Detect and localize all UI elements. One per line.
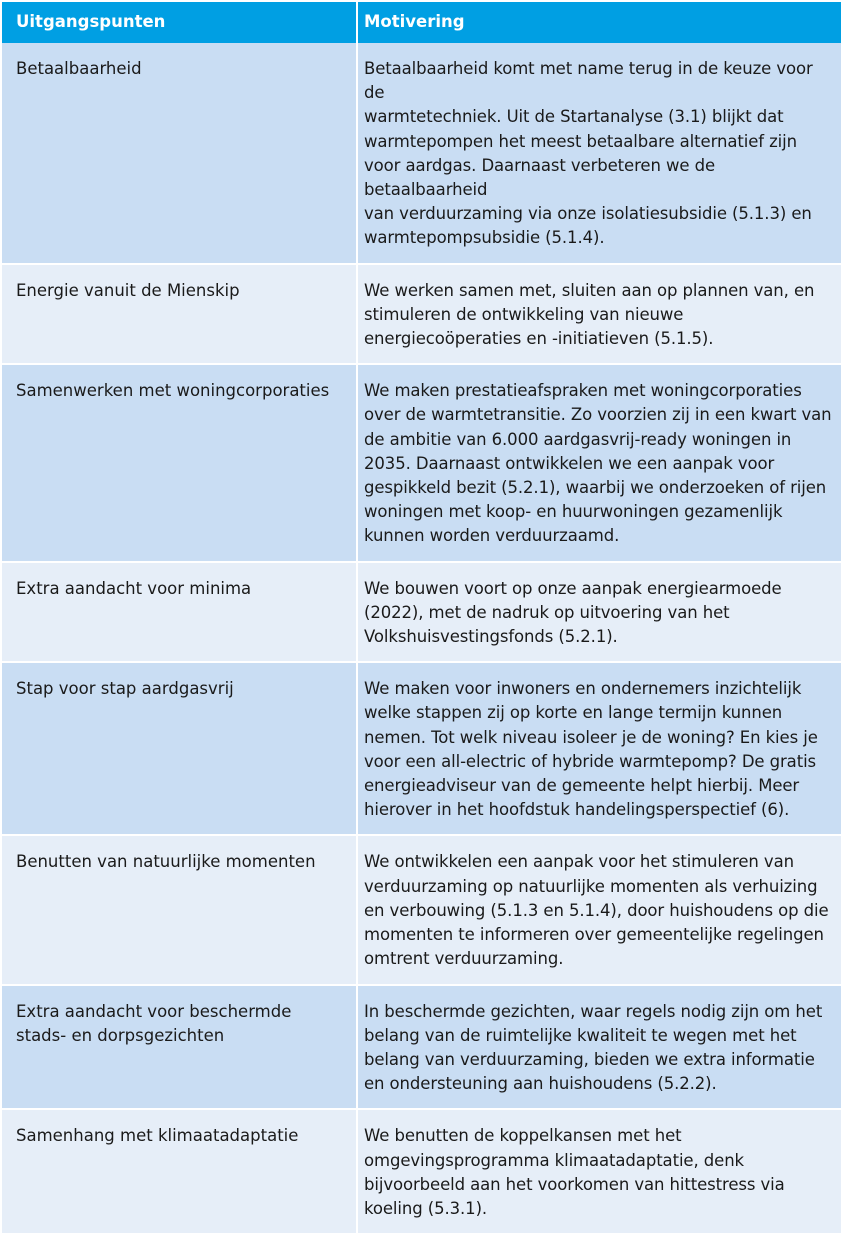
motivation-line: In beschermde gezichten, waar regels nodig zijn om het xyxy=(364,1001,823,1021)
motivation-line: van verduurzaming via onze isolatiesubsidie (5.1.3) en xyxy=(364,204,812,224)
motivation-line: energieadviseur van de gemeente helpt hierbij. Meer xyxy=(364,776,800,796)
point-text: Extra aandacht voor minima xyxy=(16,578,252,598)
row-point xyxy=(2,43,357,264)
point-text: Samenhang met klimaatadaptatie xyxy=(16,1126,299,1146)
motivation-line: verduurzaming op natuurlijke momenten als verhuizing xyxy=(364,876,818,896)
motivation-line: welke stappen zij op korte en lange termijn kunnen xyxy=(364,703,783,723)
motivation-line: hierover in het hoofdstuk handelingsperspectief (6). xyxy=(364,800,790,820)
motivation-line: bijvoorbeeld aan het voorkomen van hittestress via xyxy=(364,1174,785,1194)
motivation-line: (2022), met de nadruk op uitvoering van het xyxy=(364,602,730,622)
motivation-line: gespikkeld bezit (5.2.1), waarbij we onderzoeken of rijen xyxy=(364,478,827,498)
motivation-line: We benutten de koppelkansen met het xyxy=(364,1126,682,1146)
motivation-line: koeling (5.3.1). xyxy=(364,1198,488,1218)
table-row xyxy=(2,264,841,365)
motivation-line: over de warmtetransitie. Zo voorzien zij in een kwart van xyxy=(364,405,832,425)
table-header-row xyxy=(2,2,841,43)
table-row xyxy=(2,43,841,264)
motivation-line: We maken voor inwoners en ondernemers inzichtelijk xyxy=(364,679,802,699)
table-row xyxy=(2,1109,841,1234)
table-row xyxy=(2,985,841,1110)
point-text: Betaalbaarheid xyxy=(16,59,142,78)
motivation-line: belang van de ruimtelijke kwaliteit te wegen met het xyxy=(364,1025,797,1045)
motivation-line: We maken prestatieafspraken met woningcorporaties xyxy=(364,381,802,401)
motivation-line: voor een all-electric of hybride warmtepomp? De gratis xyxy=(364,751,817,771)
row-motivation xyxy=(357,264,841,365)
row-motivation xyxy=(357,662,841,835)
motivation-line: en verbouwing (5.1.3 en 5.1.4), door huishoudens op die xyxy=(364,900,829,920)
motivation-line: kunnen worden verduurzaamd. xyxy=(364,526,620,546)
motivation-line: We bouwen voort op onze aanpak energiearmoede xyxy=(364,578,782,598)
header-uitgangspunten: Uitgangspunten xyxy=(2,2,357,43)
row-motivation xyxy=(357,562,841,663)
row-point xyxy=(2,1109,357,1234)
motivation-line: warmtetechniek. Uit de Startanalyse (3.1) blijkt dat xyxy=(364,107,784,127)
row-motivation xyxy=(357,985,841,1110)
row-motivation xyxy=(357,1109,841,1234)
row-point xyxy=(2,364,357,561)
motivation-line: belang van verduurzaming, bieden we extra informatie xyxy=(364,1049,815,1069)
table-row xyxy=(2,835,841,984)
row-point xyxy=(2,562,357,663)
row-motivation xyxy=(357,835,841,984)
table-row xyxy=(2,364,841,561)
row-motivation xyxy=(357,43,841,264)
point-text: Extra aandacht voor beschermde xyxy=(16,1001,292,1021)
motivation-line: warmtepompen het meest betaalbare alternatief zijn xyxy=(364,131,797,151)
point-text: Samenwerken met woningcorporaties xyxy=(16,381,330,401)
point-text: stads- en dorpsgezichten xyxy=(16,1025,225,1045)
motivation-line: We werken samen met, sluiten aan op plannen van, en xyxy=(364,280,815,300)
point-text: Energie vanuit de Mienskip xyxy=(16,280,240,300)
motivation-line: momenten te informeren over gemeentelijke regelingen xyxy=(364,925,824,945)
row-point xyxy=(2,264,357,365)
motivation-line: omtrent verduurzaming. xyxy=(364,949,564,969)
motivation-line: energiecoöperaties en -initiatieven (5.1.5). xyxy=(364,329,714,349)
motivation-line: nemen. Tot welk niveau isoleer je de woning? En kies je xyxy=(364,727,818,747)
row-point xyxy=(2,835,357,984)
motivation-line: We ontwikkelen een aanpak voor het stimuleren van xyxy=(364,852,794,872)
row-motivation xyxy=(357,364,841,561)
motivation-line: stimuleren de ontwikkeling van nieuwe xyxy=(364,304,684,324)
row-point xyxy=(2,662,357,835)
point-text: Stap voor stap aardgasvrij xyxy=(16,679,234,699)
motivation-line: warmtepompsubsidie (5.1.4). xyxy=(364,228,605,248)
motivation-line: de ambitie van 6.000 aardgasvrij-ready woningen in xyxy=(364,429,792,449)
motivation-line: omgevingsprogramma klimaatadaptatie, denk xyxy=(364,1150,745,1170)
uitgangspunten-table xyxy=(2,2,841,1235)
motivation-line: Volkshuisvestingsfonds (5.2.1). xyxy=(364,627,618,647)
motivation-line: Betaalbaarheid komt met name terug in de keuze voor de xyxy=(364,59,813,103)
motivation-line: 2035. Daarnaast ontwikkelen we een aanpak voor xyxy=(364,453,775,473)
point-text: Benutten van natuurlijke momenten xyxy=(16,852,316,872)
header-motivering: Motivering xyxy=(357,2,841,43)
motivation-line: woningen met koop- en huurwoningen gezamenlijk xyxy=(364,502,783,522)
motivation-line: voor aardgas. Daarnaast verbeteren we de betaalbaarheid xyxy=(364,155,715,200)
row-point xyxy=(2,985,357,1110)
table-row xyxy=(2,562,841,663)
motivation-line: en ondersteuning aan huishoudens (5.2.2). xyxy=(364,1074,717,1094)
table-row xyxy=(2,662,841,835)
